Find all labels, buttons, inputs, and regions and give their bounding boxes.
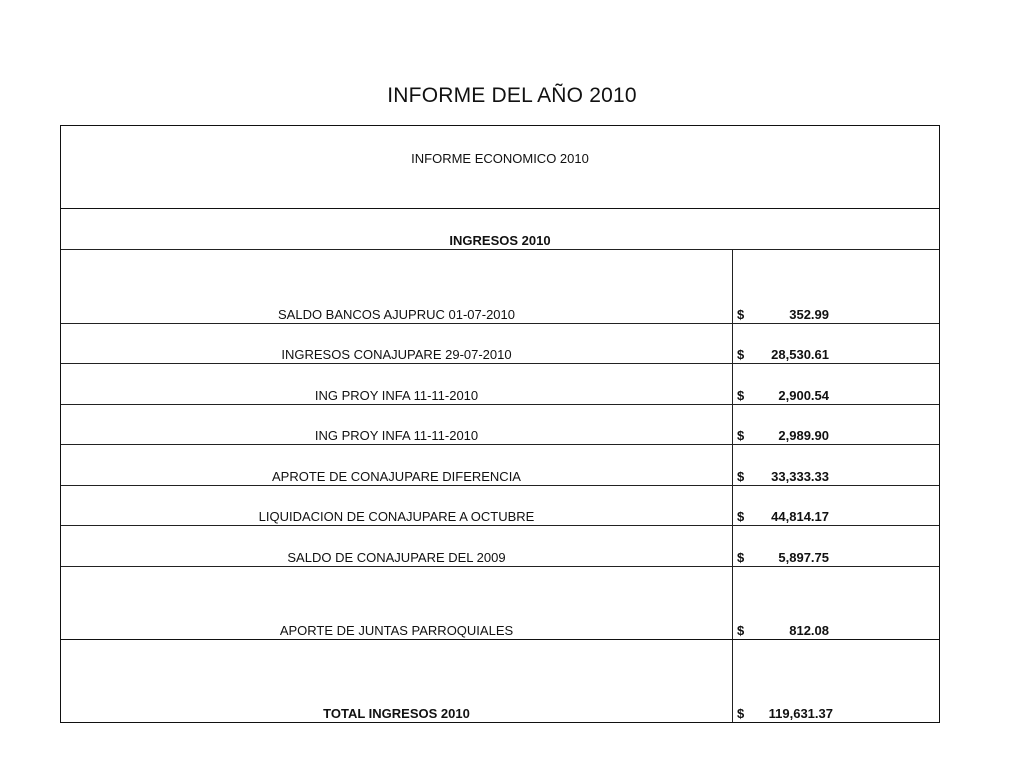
currency-symbol: $ <box>737 706 745 721</box>
amount-value: 5,897.75 <box>778 550 829 565</box>
amount-value: 28,530.61 <box>771 347 829 362</box>
amount-value: 33,333.33 <box>771 469 829 484</box>
table-row-amount <box>737 388 829 403</box>
table-row-label: APROTE DE CONAJUPARE DIFERENCIA <box>272 469 521 484</box>
income-report-table <box>60 125 940 723</box>
table-row-amount <box>737 469 829 484</box>
table-row-amount <box>737 428 829 443</box>
row-divider <box>61 485 939 486</box>
table-row-label: APORTE DE JUNTAS PARROQUIALES <box>279 623 514 638</box>
row-divider <box>61 525 939 526</box>
row-divider <box>61 404 939 405</box>
currency-symbol: $ <box>737 469 745 484</box>
amount-value: 2,900.54 <box>778 388 829 403</box>
section-title: INGRESOS 2010 <box>449 233 551 248</box>
table-row-label: LIQUIDACION DE CONAJUPARE A OCTUBRE <box>258 509 535 524</box>
table-row-label: SALDO DE CONAJUPARE DEL 2009 <box>287 550 506 565</box>
table-row-label: SALDO BANCOS AJUPRUC 01-07-2010 <box>278 307 515 322</box>
amount-value: 2,989.90 <box>778 428 829 443</box>
total-divider <box>61 639 939 640</box>
row-divider <box>61 566 939 567</box>
amount-value: 44,814.17 <box>771 509 829 524</box>
total-label: TOTAL INGRESOS 2010 <box>323 706 470 721</box>
table-row-amount <box>737 623 829 638</box>
table-row-amount <box>737 550 829 565</box>
total-value: 119,631.37 <box>768 706 833 721</box>
report-header: INFORME ECONOMICO 2010 <box>411 151 589 166</box>
currency-symbol: $ <box>737 307 745 322</box>
currency-symbol: $ <box>737 509 745 524</box>
total-amount <box>737 706 833 721</box>
row-divider <box>61 323 939 324</box>
currency-symbol: $ <box>737 550 745 565</box>
currency-symbol: $ <box>737 388 745 403</box>
table-row-label: ING PROY INFA 11-11-2010 <box>314 428 479 443</box>
table-row-amount <box>737 347 829 362</box>
currency-symbol: $ <box>737 428 745 443</box>
currency-symbol: $ <box>737 347 745 362</box>
row-divider <box>61 444 939 445</box>
table-row-amount <box>737 307 829 322</box>
row-divider <box>61 363 939 364</box>
table-row-amount <box>737 509 829 524</box>
amount-value: 812.08 <box>789 623 829 638</box>
section-divider <box>61 249 939 250</box>
header-divider <box>61 208 939 209</box>
table-row-label: INGRESOS CONAJUPARE 29-07-2010 <box>281 347 512 362</box>
table-row-label: ING PROY INFA 11-11-2010 <box>314 388 479 403</box>
page-title: INFORME DEL AÑO 2010 <box>387 84 637 107</box>
currency-symbol: $ <box>737 623 745 638</box>
amount-value: 352.99 <box>789 307 829 322</box>
